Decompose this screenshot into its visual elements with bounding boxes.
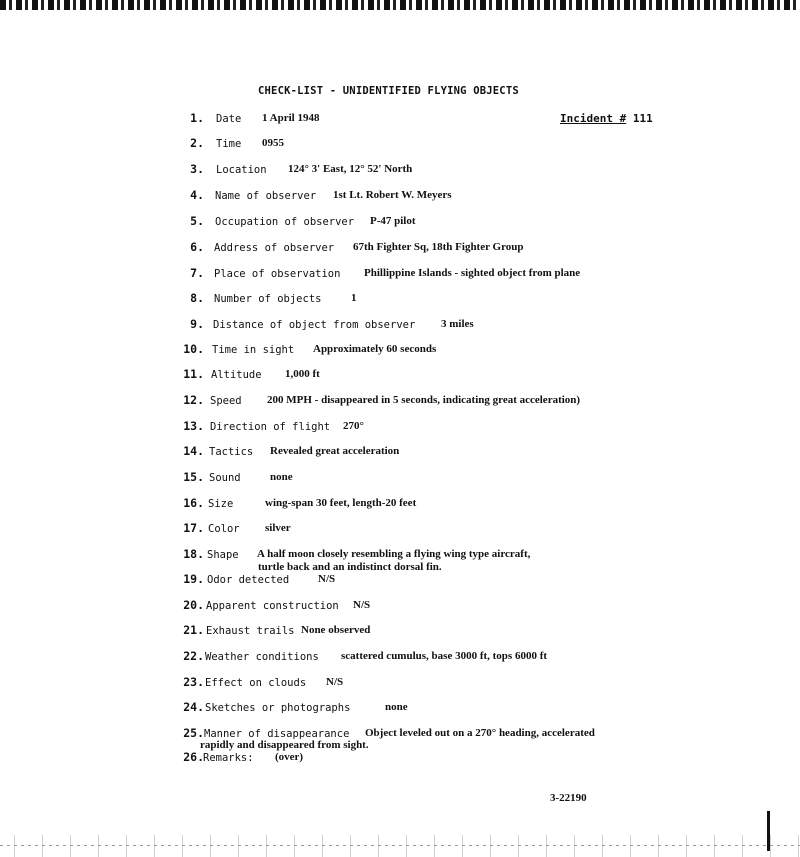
scan-mark: [767, 811, 770, 851]
item-label: Odor detected: [207, 574, 290, 586]
item-number: 6.: [190, 240, 204, 254]
item-number: 5.: [190, 214, 204, 228]
item-value-continued: turtle back and an indistinct dorsal fin.: [258, 561, 442, 573]
item-label: Sound: [209, 472, 241, 484]
item-number: 23.: [183, 675, 204, 689]
item-number: 21.: [183, 623, 204, 637]
item-number: 15.: [183, 470, 204, 484]
item-value-continued: rapidly and disappeared from sight.: [200, 739, 369, 751]
item-number: 4.: [190, 188, 204, 202]
scan-bottom-edge: [0, 835, 800, 857]
item-number: 2.: [190, 136, 204, 150]
item-label: Manner of disappearance: [204, 728, 350, 740]
item-label: Time in sight: [212, 344, 295, 356]
item-number: 12.: [183, 393, 204, 407]
item-number: 26.: [183, 750, 204, 764]
item-label: Place of observation: [214, 268, 341, 280]
item-label: Number of objects: [214, 293, 322, 305]
item-number: 24.: [183, 700, 204, 714]
scan-top-edge: [0, 0, 800, 10]
incident-value: 111: [632, 112, 653, 125]
item-value: 270°: [343, 420, 364, 432]
item-value: 3 miles: [441, 318, 474, 330]
item-number: 19.: [183, 572, 204, 586]
item-label: Location: [216, 164, 267, 176]
item-label: Speed: [210, 395, 242, 407]
item-number: 13.: [183, 419, 204, 433]
item-label: Shape: [207, 549, 239, 561]
item-label: Distance of object from observer: [213, 319, 416, 331]
incident-number: [560, 112, 653, 125]
form-title: CHECK-LIST - UNIDENTIFIED FLYING OBJECTS: [258, 85, 519, 97]
item-value: (over): [275, 751, 304, 763]
item-label: Occupation of observer: [215, 216, 355, 228]
incident-label: Incident #: [560, 112, 627, 125]
item-value: 1: [351, 292, 357, 304]
item-label: Time: [216, 138, 242, 150]
item-value: 1,000 ft: [285, 368, 320, 380]
item-label: Effect on clouds: [205, 677, 307, 689]
item-value: silver: [265, 522, 291, 534]
item-value: None observed: [301, 624, 371, 636]
item-value: P-47 pilot: [370, 215, 416, 227]
item-label: Apparent construction: [206, 600, 339, 612]
item-value: 67th Fighter Sq, 18th Fighter Group: [353, 241, 524, 253]
item-label: Color: [208, 523, 240, 535]
item-number: 18.: [183, 547, 204, 561]
item-number: 25.: [183, 726, 204, 740]
item-label: Remarks:: [203, 752, 254, 764]
item-value: none: [385, 701, 408, 713]
item-value: 200 MPH - disappeared in 5 seconds, indicating great acceleration): [267, 394, 581, 406]
item-label: Name of observer: [215, 190, 317, 202]
item-label: Altitude: [211, 369, 262, 381]
item-number: 1.: [190, 111, 204, 125]
item-value: 1st Lt. Robert W. Meyers: [333, 189, 452, 201]
item-label: Size: [208, 498, 234, 510]
item-label: Tactics: [209, 446, 254, 458]
item-label: Date: [216, 113, 242, 125]
item-number: 11.: [183, 367, 204, 381]
document-number: 3-22190: [550, 792, 587, 804]
item-value: 1 April 1948: [262, 112, 320, 124]
item-value: 0955: [262, 137, 284, 149]
item-number: 3.: [190, 162, 204, 176]
item-number: 7.: [190, 266, 204, 280]
item-value: N/S: [326, 676, 344, 688]
item-number: 9.: [190, 317, 204, 331]
item-value: Phillippine Islands - sighted object from plane: [364, 267, 581, 279]
item-number: 8.: [190, 291, 204, 305]
item-number: 10.: [183, 342, 204, 356]
item-number: 14.: [183, 444, 204, 458]
item-label: Exhaust trails: [206, 625, 295, 637]
item-value: wing-span 30 feet, length-20 feet: [265, 497, 417, 509]
item-label: Sketches or photographs: [205, 702, 351, 714]
item-value: 124° 3' East, 12° 52' North: [288, 163, 413, 175]
item-value: Object leveled out on a 270° heading, accelerated: [365, 727, 595, 739]
item-label: Weather conditions: [205, 651, 319, 663]
item-value: Approximately 60 seconds: [313, 343, 437, 355]
item-value: N/S: [318, 573, 336, 585]
item-value: Revealed great acceleration: [270, 445, 400, 457]
item-value: scattered cumulus, base 3000 ft, tops 6000 ft: [341, 650, 548, 662]
item-value: N/S: [353, 599, 371, 611]
item-label: Direction of flight: [210, 421, 331, 433]
item-number: 22.: [183, 649, 204, 663]
item-label: Address of observer: [214, 242, 335, 254]
item-number: 17.: [183, 521, 204, 535]
item-value: A half moon closely resembling a flying wing type aircraft,: [257, 548, 531, 560]
item-value: none: [270, 471, 293, 483]
item-number: 16.: [183, 496, 204, 510]
item-number: 20.: [183, 598, 204, 612]
